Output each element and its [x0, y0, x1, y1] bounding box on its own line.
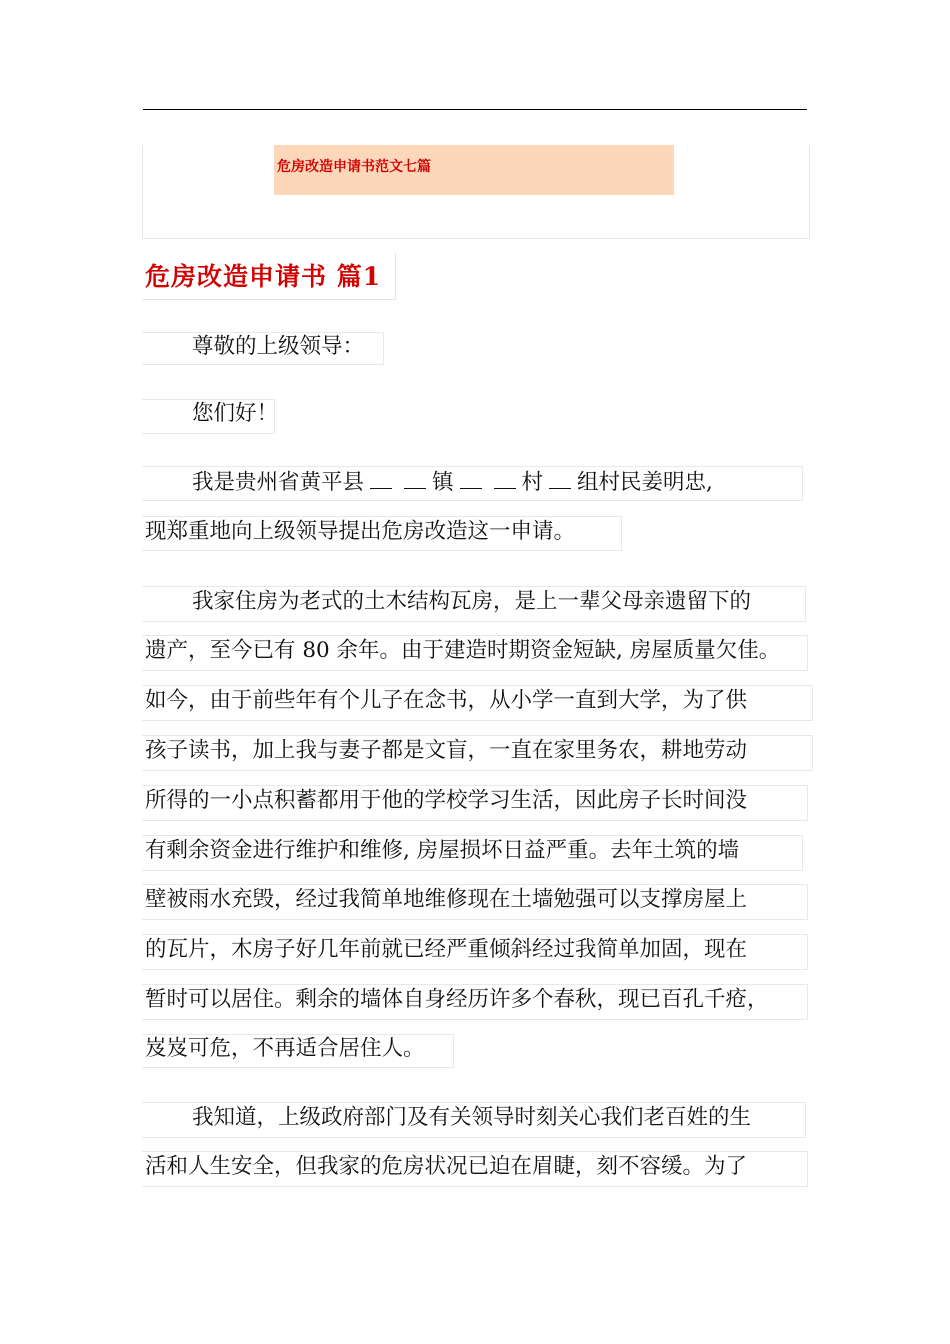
para2-line: 的瓦片，木房子好几年前就已经严重倾斜经过我简单加固，现在	[145, 937, 748, 962]
greeting: 您们好！	[192, 401, 279, 426]
intro-text-2: 组村民姜明忠,	[577, 470, 713, 495]
para2-line: 暂时可以居住。剩余的墙体自身经历许多个春秋，现已百孔千疮，	[145, 987, 769, 1012]
toc-title: 危房改造申请书范文七篇	[277, 159, 431, 175]
para3-line: 我知道，上级政府部门及有关领导时刻关心我们老百姓的生	[192, 1105, 752, 1130]
para3-line: 活和人生安全，但我家的危房状况已迫在眉睫，刻不容缓。为了	[145, 1154, 748, 1179]
intro-text-1: 我是贵州省黄平县	[192, 470, 365, 495]
blank-field	[404, 468, 426, 489]
intro-town: 镇	[432, 470, 454, 495]
para2-line: 我家住房为老式的土木结构瓦房，是上一辈父母亲遗留下的	[192, 589, 752, 614]
intro-line-1	[192, 468, 713, 496]
salutation: 尊敬的上级领导：	[192, 334, 365, 359]
para2-line: 孩子读书，加上我与妻子都是文盲，一直在家里务农，耕地劳动	[145, 738, 748, 763]
blank-field	[370, 468, 392, 489]
intro-line-2: 现郑重地向上级领导提出危房改造这一申请。	[145, 519, 576, 544]
para2-line: 壁被雨水充毁，经过我简单地维修现在土墙勉强可以支撑房屋上	[145, 887, 748, 912]
blank-field	[494, 468, 516, 489]
intro-village: 村	[521, 470, 544, 495]
para2-line: 所得的一小点积蓄都用于他的学校学习生活，因此房子长时间没	[145, 788, 748, 813]
blank-field	[460, 468, 482, 489]
para2-line: 遗产，至今已有 80 余年。由于建造时期资金短缺, 房屋质量欠佳。	[145, 638, 781, 663]
para2-line: 岌岌可危，不再适合居住人。	[145, 1036, 425, 1061]
blank-field	[549, 468, 571, 489]
para2-line: 有剩余资金进行维护和维修, 房屋损坏日益严重。去年土筑的墙	[145, 838, 740, 863]
para2-line: 如今，由于前些年有个儿子在念书，从小学一直到大学，为了供	[145, 688, 748, 713]
header-rule	[143, 109, 807, 110]
section-heading: 危房改造申请书 篇1	[145, 262, 382, 291]
